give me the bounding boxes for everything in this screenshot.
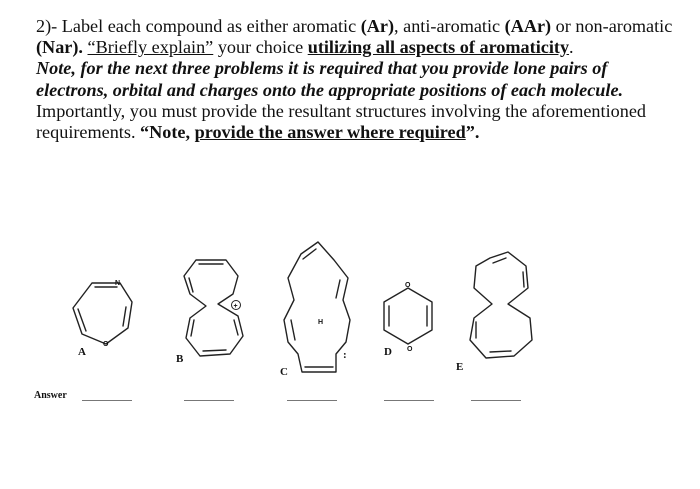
question-block xyxy=(36,16,676,143)
antiaromatic-abbrev: (AAr) xyxy=(504,16,552,36)
molecule-b xyxy=(176,260,243,365)
molecule-d-oxygen-bottom: O xyxy=(407,346,413,353)
molecule-c-lone-pair: : xyxy=(343,349,347,361)
answer-blank-a[interactable] xyxy=(82,400,132,401)
molecule-e-label: E xyxy=(456,361,464,373)
molecule-a-label: A xyxy=(78,346,86,358)
question-text-3: or non-aromatic xyxy=(551,16,673,36)
molecule-c-label: C xyxy=(280,366,288,378)
provide-answer: provide the answer where required xyxy=(194,122,466,143)
question-text-6: . xyxy=(569,37,574,58)
note-end: ”. xyxy=(465,122,480,143)
answer-blank-c[interactable] xyxy=(287,400,337,401)
note-italic: Note, for the next three problems it is required that you provide lone pairs of electrons, orbital and charges onto the appropriate positions of each molecule. xyxy=(36,58,624,100)
molecule-d xyxy=(384,282,432,358)
molecule-d-oxygen-top: O xyxy=(405,282,411,289)
question-number: 2)- xyxy=(36,16,58,36)
question-text-5: your choice xyxy=(213,37,308,58)
question-text-1: Label each compound as either aromatic xyxy=(57,16,361,36)
molecule-a xyxy=(73,280,132,358)
answer-blank-e[interactable] xyxy=(471,400,521,401)
molecules-figure xyxy=(0,232,700,412)
molecule-b-charge: + xyxy=(233,303,238,310)
utilizing-aspects: utilizing all aspects of aromaticity xyxy=(307,37,570,58)
molecule-b-label: B xyxy=(176,353,184,365)
answer-blank-b[interactable] xyxy=(184,400,234,401)
briefly-explain: “Briefly explain” xyxy=(87,37,214,58)
molecule-d-label: D xyxy=(384,346,392,358)
molecule-a-oxygen: O xyxy=(103,341,109,348)
molecule-a-nitrogen: N xyxy=(115,280,121,287)
note-text-1: Importantly, you must provide the resultant structures involving the aforementioned requirements. xyxy=(36,100,646,143)
note-quote: “Note, xyxy=(140,122,195,143)
aromatic-abbrev: (Ar) xyxy=(360,16,395,36)
molecule-c-hydrogen: H xyxy=(318,319,324,326)
question-text-2: , anti-aromatic xyxy=(394,16,505,36)
molecule-c xyxy=(280,242,350,378)
answer-label: Answer xyxy=(34,390,67,401)
answer-blank-d[interactable] xyxy=(384,400,434,401)
nonaromatic-abbrev: (Nar). xyxy=(36,37,83,58)
molecule-e xyxy=(456,252,532,373)
